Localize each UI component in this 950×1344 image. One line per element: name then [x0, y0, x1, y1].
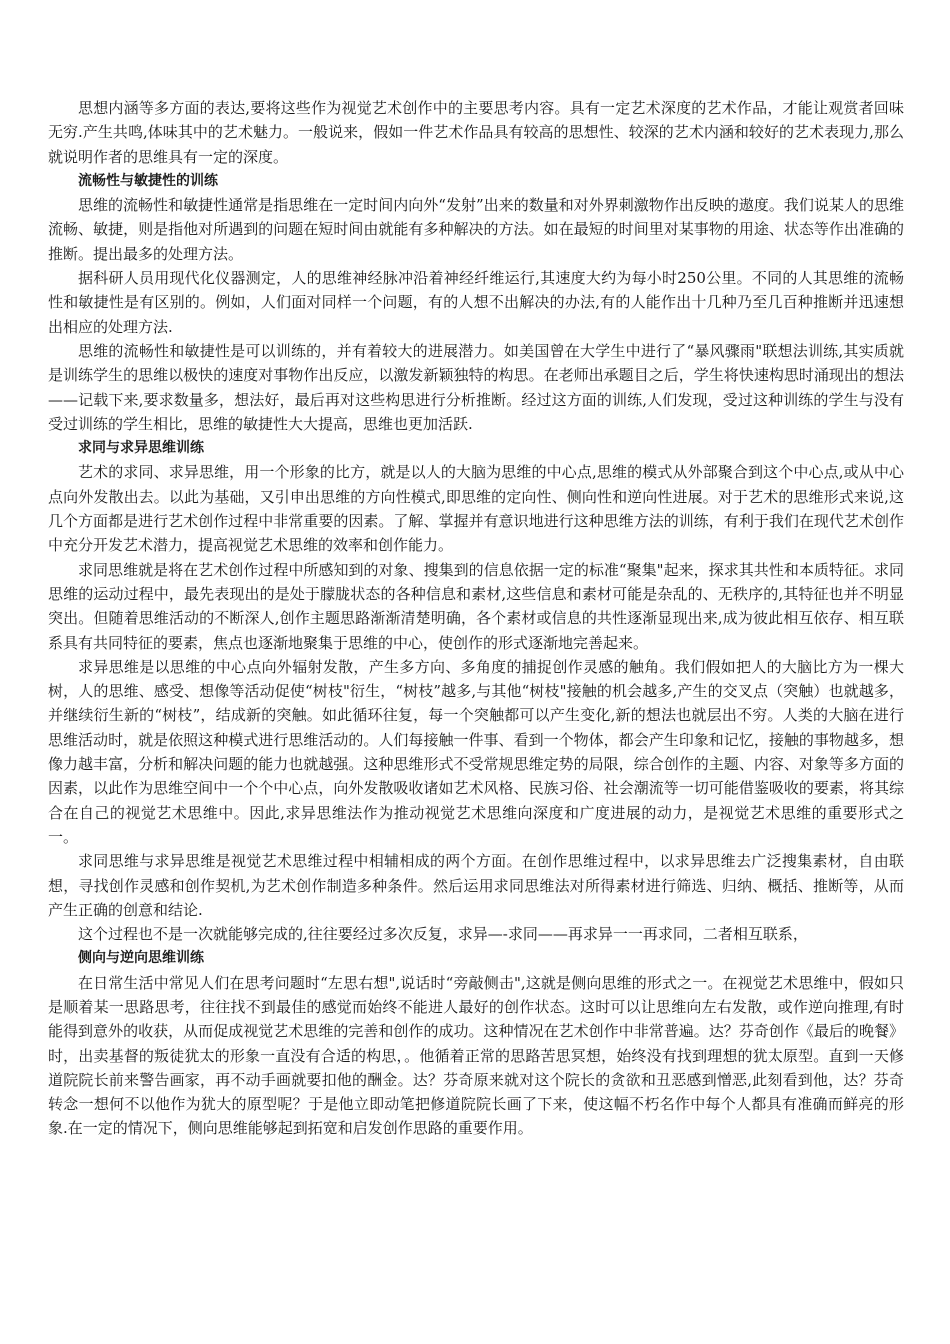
paragraph-intro: 思想内涵等多方面的表达,要将这些作为视觉艺术创作中的主要思考内容。具有一定艺术深度的艺术作品，才能让观赏者回味无穷.产生共鸣,体味其中的艺术魅力。一般说来，假如一件艺术作品具有较高的思想性、较深的艺术内涵和较好的艺术表现力,那么就说明作者的思维具有一定的深度。	[48, 99, 904, 166]
section-heading-lateral-reverse: 侧向与逆向思维训练	[78, 950, 204, 967]
document-page	[48, 96, 904, 1141]
paragraph: 这个过程也不是一次就能够完成的,往往要经过多次反复，求异—-求同——再求异一一再求同，二者相互联系，	[78, 925, 808, 944]
paragraph: 求异思维是以思维的中心点向外辐射发散，产生多方向、多角度的捕捉创作灵感的触角。我们假如把人的大脑比方为一棵大树，人的思维、感受、想像等活动促使“树枝"衍生，“树枝”越多,与其他“树枝"接触的机会越多,产生的交叉点（突触）也就越多，并继续衍生新的“树枝”，结成新的突触。如此循环往复，每一个突触都可以产生变化,新的想法也就层出不穷。人类的大脑在进行思维活动时，就是依照这种模式进行思维活动的。人们每接触一件事、看到一个物体，都会产生印象和记忆，接触的事物越多，想像力越丰富，分析和解决问题的能力也就越强。这种思维形式不受常规思维定势的局限，综合创作的主题、内容、对象等多方面的因素，以此作为思维空间中一个个中心点，向外发散吸收诸如艺术风格、民族习俗、社会潮流等一切可能借鉴吸收的要素，将其综合在自己的视觉艺术思维中。因此,求异思维法作为推动视觉艺术思维向深度和广度进展的动力，是视觉艺术思维的重要形式之一。	[48, 657, 904, 846]
section-heading-convergent-divergent: 求同与求异思维训练	[78, 440, 204, 457]
paragraph: 据科研人员用现代化仪器测定，人的思维神经脉冲沿着神经纤维运行,其速度大约为每小时250公里。不同的人其思维的流畅性和敏捷性是有区别的。例如，人们面对同样一个问题，有的人想不出解决的办法,有的人能作出十几种乃至几百种推断并迅速想出相应的处理方法.	[48, 269, 904, 336]
paragraph: 思维的流畅性和敏捷性是可以训练的，并有着较大的进展潜力。如美国曾在大学生中进行了“暴风骤雨"联想法训练,其实质就是训练学生的思维以极快的速度对事物作出反应，以激发新颖独特的构思。在老师出承题目之后，学生将快速构思时涌现出的想法——记载下来,要求数量多，想法好，最后再对这些构思进行分析推断。经过这方面的训练,人们发现，受过这种训练的学生与没有受过训练的学生相比，思维的敏捷性大大提高，思维也更加活跃.	[48, 341, 904, 433]
paragraph: 在日常生活中常见人们在思考问题时“左思右想",说话时“旁敲侧击",这就是侧向思维的形式之一。在视觉艺术思维中，假如只是顺着某一思路思考，往往找不到最佳的感觉而始终不能进人最好的创作状态。这时可以让思维向左右发散，或作逆向推理,有时能得到意外的收获，从而促成视觉艺术思维的完善和创作的成功。这种情况在艺术创作中非常普遍。达？芬奇创作《最后的晚餐》时，出卖基督的叛徒犹太的形象一直没有合适的构思，。他循着正常的思路苦思冥想，始终没有找到理想的犹太原型。直到一天修道院院长前来警告画家，再不动手画就要扣他的酬金。达？芬奇原来就对这个院长的贪欲和丑恶感到憎恶,此刻看到他，达？芬奇转念一想何不以他作为犹大的原型呢？于是他立即动笔把修道院院长画了下来，使这幅不朽名作中每个人都具有准确而鲜亮的形象.在一定的情况下，侧向思维能够起到拓宽和启发创作思路的重要作用。	[48, 973, 904, 1138]
paragraph: 求同思维就是将在艺术创作过程中所感知到的对象、搜集到的信息依据一定的标准“聚集"起来，探求其共性和本质特征。求同思维的运动过程中，最先表现出的是处于朦胧状态的各种信息和素材,这些信息和素材可能是杂乱的、无秩序的,其特征也并不明显突出。但随着思维活动的不断深人,创作主题思路渐渐清楚明确，各个素材或信息的共性逐渐显现出来,成为彼此相互依存、相互联系具有共同特征的要素，焦点也逐渐地聚集于思维的中心，使创作的形式逐渐地完善起来。	[48, 560, 904, 652]
paragraph: 求同思维与求异思维是视觉艺术思维过程中相辅相成的两个方面。在创作思维过程中，以求异思维去广泛搜集素材，自由联想，寻找创作灵感和创作契机,为艺术创作制造多种条件。然后运用求同思维法对所得素材进行筛选、归纳、概括、推断等，从而产生正确的创意和结论.	[48, 852, 904, 919]
section-heading-fluency: 流畅性与敏捷性的训练	[78, 172, 218, 189]
paragraph: 艺术的求同、求异思维，用一个形象的比方，就是以人的大脑为思维的中心点,思维的模式从外部聚合到这个中心点,或从中心点向外发散出去。以此为基础，又引申出思维的方向性模式,即思维的定向性、侧向性和逆向性进展。对于艺术的思维形式来说,这几个方面都是进行艺术创作过程中非常重要的因素。了解、掌握并有意识地进行这种思维方法的训练，有利于我们在现代艺术创作中充分开发艺术潜力，提高视觉艺术思维的效率和创作能力。	[48, 463, 904, 555]
paragraph: 思维的流畅性和敏捷性通常是指思维在一定时间内向外“发射”出来的数量和对外界刺激物作出反映的遨度。我们说某人的思维流畅、敏捷，则是指他对所遇到的问题在短时间由就能有多种解决的方法。如在最短的时间里对某事物的用途、状态等作出准确的推断。提出最多的处理方法。	[48, 196, 904, 263]
